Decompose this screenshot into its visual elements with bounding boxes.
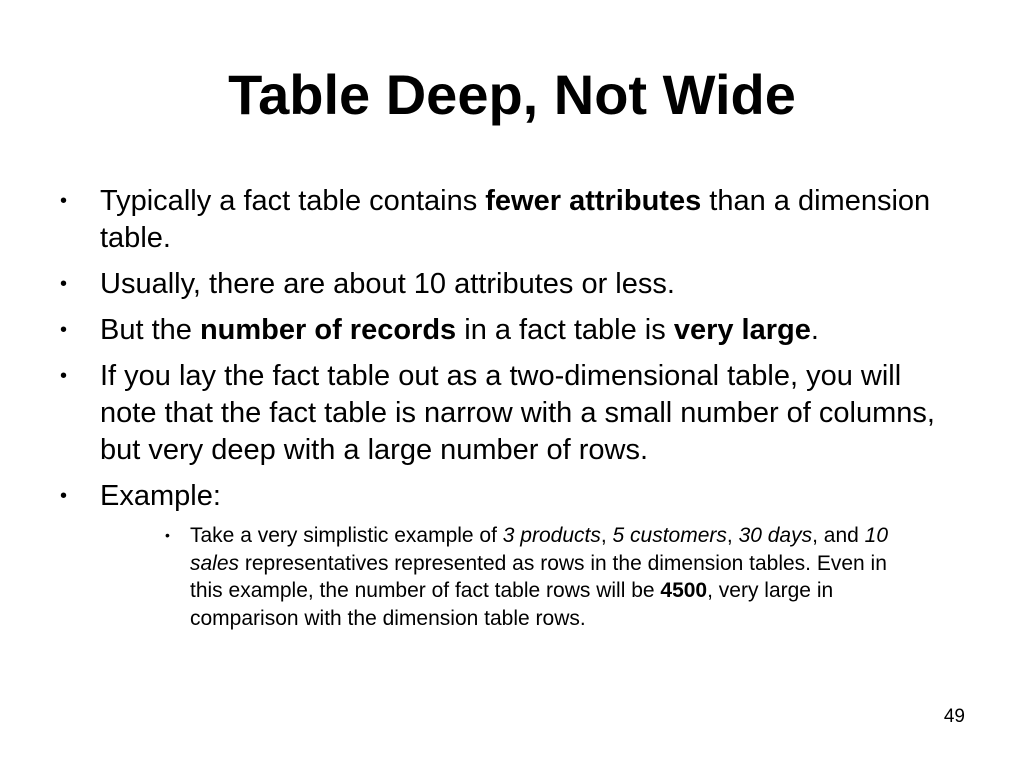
bullet-list (54, 183, 954, 641)
bullet-emphasis: very large (673, 314, 811, 346)
sub-bullet-example-detail (143, 522, 907, 632)
bullet-text: Usually, there are about 10 attributes or less. (100, 268, 675, 300)
bullet-icon: • (60, 190, 68, 212)
bullet-text: Typically a fact table contains (100, 185, 486, 217)
sub-bullet-emphasis: 3 products (502, 524, 601, 547)
sub-bullet-emphasis: 5 customers (612, 524, 727, 547)
bullet-icon: • (60, 365, 68, 387)
sub-bullet-text: , and (812, 524, 865, 547)
bullet-icon: • (60, 273, 68, 295)
sub-bullet-text: representatives represented as rows in the dimension tables. Even in this example, the number of fact table rows will be (190, 551, 887, 602)
bullet-icon: • (60, 319, 68, 341)
bullet-emphasis: number of records (199, 314, 457, 346)
bullet-record-count (54, 312, 954, 349)
bullet-fewer-attributes (54, 183, 954, 257)
slide-title: Table Deep, Not Wide (228, 63, 796, 126)
bullet-text: If you lay the fact table out as a two-dimensional table, you will note that the fact table is narrow with a small number of columns, but very deep with a large number of rows. (100, 360, 935, 466)
sub-bullet-text: , very large in comparison with the dimension table rows. (190, 579, 834, 630)
bullet-icon: • (60, 485, 68, 507)
bullet-attribute-count (54, 266, 954, 303)
bullet-text: But the (100, 314, 200, 346)
sub-bullet-icon: • (165, 527, 170, 543)
sub-bullet-emphasis: 4500 (660, 579, 708, 602)
bullet-emphasis: fewer attributes (485, 185, 702, 217)
sub-bullet-emphasis: 10 sales (190, 524, 889, 575)
bullet-two-dimensional-table (54, 358, 954, 469)
sub-bullet-text: , (600, 524, 613, 547)
sub-bullet-text: , (726, 524, 739, 547)
bullet-example (54, 478, 954, 632)
sub-bullet-list (100, 522, 903, 632)
bullet-text: in a fact table is (456, 314, 674, 346)
sub-bullet-emphasis: 30 days (738, 524, 813, 547)
bullet-text: than a dimension table. (100, 185, 931, 254)
sub-bullet-text: Take a very simplistic example of (190, 524, 503, 547)
page-number: 49 (943, 706, 965, 727)
bullet-text: . (810, 314, 819, 346)
bullet-text: Example: (100, 480, 221, 512)
